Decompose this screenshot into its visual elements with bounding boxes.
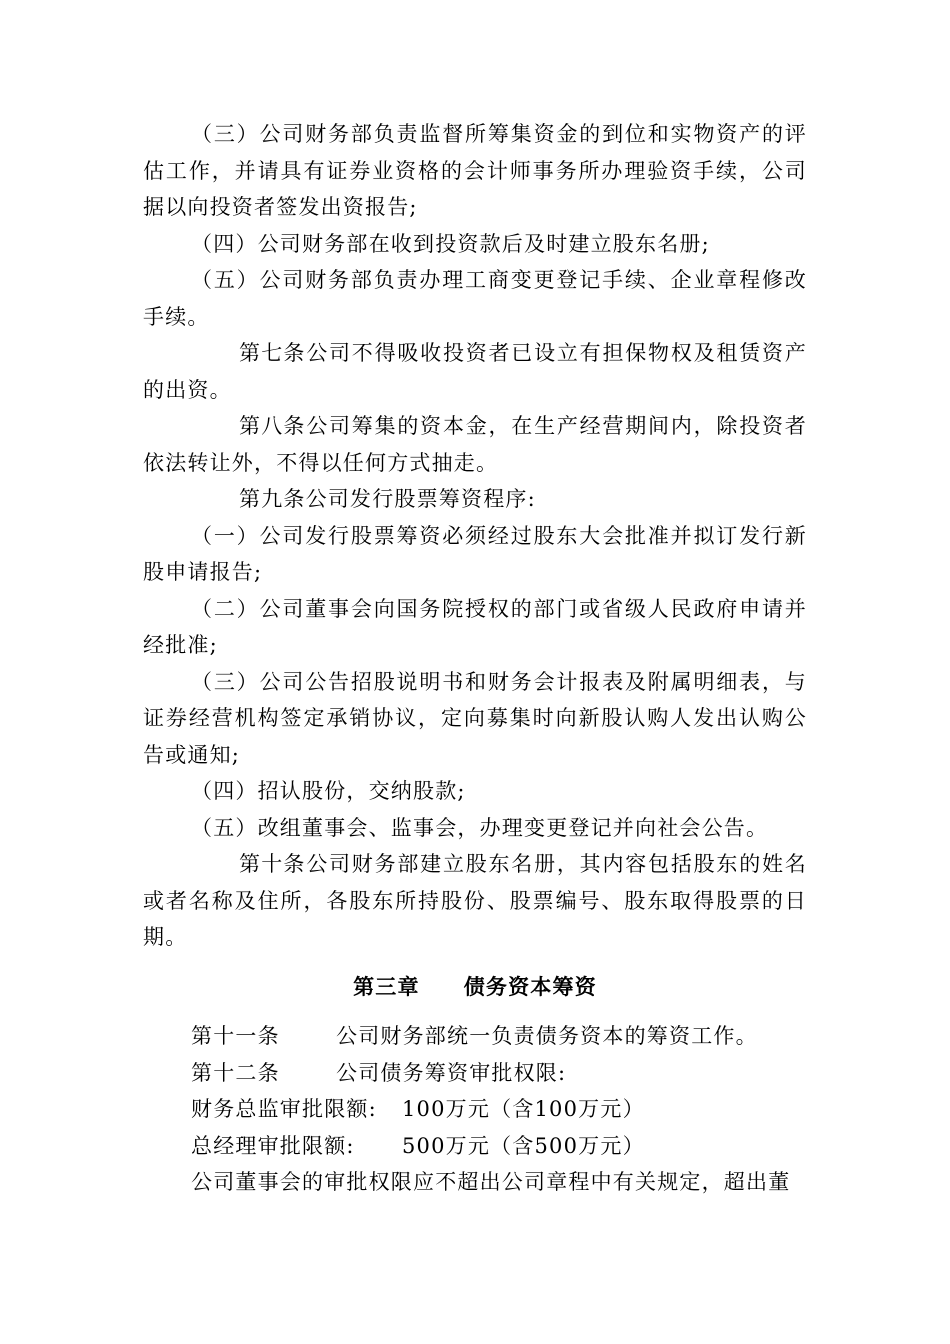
article-11	[143, 1018, 807, 1055]
limit-label-gm: 总经理审批限额:	[191, 1133, 355, 1158]
article-7	[143, 335, 807, 408]
article-9-text: 公司发行股票筹资程序:	[305, 487, 536, 511]
article-7-text: 公司不得吸收投资者已设立有担保物权及租赁资产的出资。	[143, 341, 807, 402]
board-approval-paragraph: 公司董事会的审批权限应不超出公司章程中有关规定，超出董	[191, 1170, 791, 1194]
limit-label-cfo: 财务总监审批限额:	[191, 1097, 377, 1121]
article-12-number: 第十二条	[191, 1060, 280, 1085]
limit-value-cfo: 100万元（含100万元）	[402, 1097, 645, 1121]
article-9-number: 第九条	[239, 487, 306, 511]
chapter-heading	[143, 969, 807, 1006]
paragraph-item-3: （三）公司财务部负责监督所筹集资金的到位和实物资产的评估工作，并请具有证券业资格的会计师事务所办理验资手续，公司据以向投资者签发出资报告;	[143, 122, 807, 219]
article-9-item-3: （三）公司公告招股说明书和财务会计报表及附属明细表，与证券经营机构签定承销协议，定向募集时向新股认购人发出认购公告或通知;	[143, 669, 807, 767]
article-8-number: 第八条	[239, 414, 306, 438]
article-9-item-1: （一）公司发行股票筹资必须经过股东大会批准并拟订发行新股申请报告;	[143, 523, 807, 584]
article-10	[143, 846, 807, 956]
chapter-title-text: 债务资本筹资	[463, 973, 597, 999]
limit-row-cfo	[143, 1091, 807, 1128]
article-8	[143, 408, 807, 481]
article-9-item-2: （二）公司董事会向国务院授权的部门或省级人民政府申请并经批准;	[143, 596, 807, 657]
document-page	[143, 116, 807, 1201]
article-11-text: 公司财务部统一负责债务资本的筹资工作。	[336, 1024, 758, 1048]
limit-value-gm: 500万元（含500万元）	[402, 1133, 645, 1158]
article-9	[143, 481, 807, 518]
paragraph-item-4: （四）公司财务部在收到投资款后及时建立股东名册;	[191, 231, 710, 256]
limit-row-gm	[143, 1128, 807, 1165]
paragraph-item-5: （五）公司财务部负责办理工商变更登记手续、企业章程修改手续。	[143, 268, 807, 329]
chapter-number: 第三章	[353, 973, 420, 999]
article-12-text: 公司债务筹资审批权限:	[336, 1060, 567, 1085]
article-11-number: 第十一条	[191, 1024, 280, 1048]
article-8-text: 公司筹集的资本金，在生产经营期间内，除投资者依法转让外，不得以任何方式抽走。	[143, 414, 807, 475]
article-9-item-5: （五）改组董事会、监事会，办理变更登记并向社会公告。	[191, 815, 769, 840]
article-7-number: 第七条	[239, 341, 306, 365]
article-10-text: 公司财务部建立股东名册，其内容包括股东的姓名或者名称及住所，各股东所持股份、股票编号、股东取得股票的日期。	[143, 852, 807, 949]
article-12	[143, 1055, 807, 1092]
article-9-item-4: （四）招认股份，交纳股款;	[191, 779, 466, 803]
article-10-number: 第十条	[239, 852, 306, 876]
